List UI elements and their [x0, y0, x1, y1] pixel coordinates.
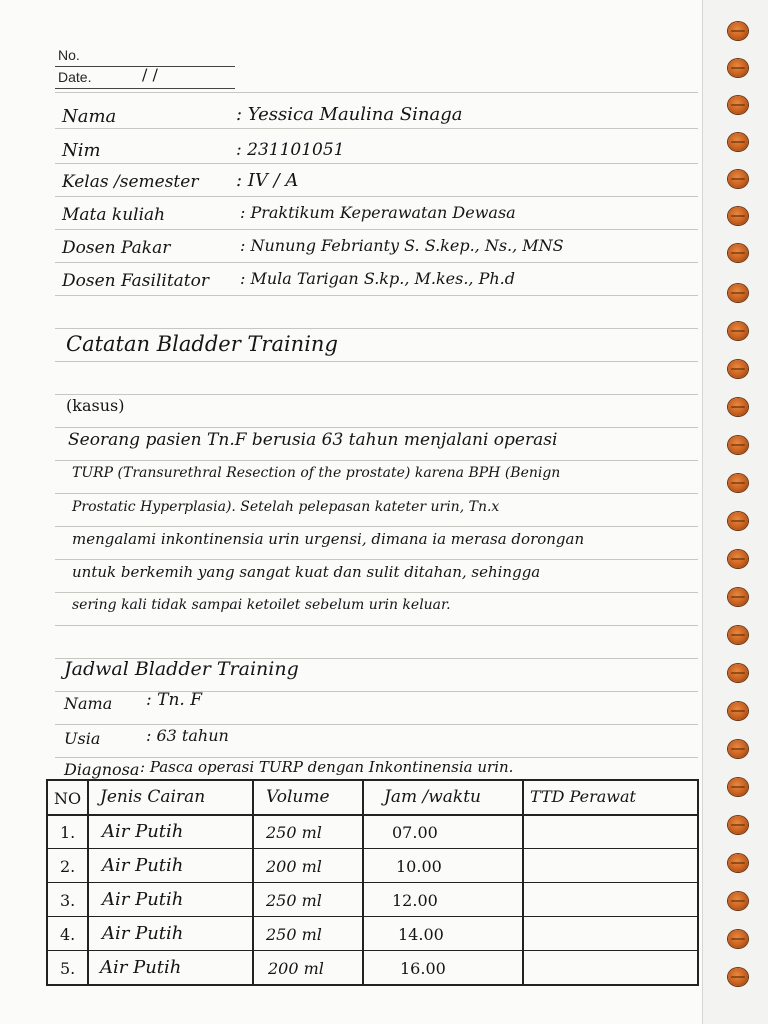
matakuliah-label: Mata kuliah	[62, 205, 166, 225]
ruled-line	[55, 229, 698, 230]
dosenfas-value: : Mula Tarigan S.kp., M.kes., Ph.d	[240, 269, 515, 288]
table-cell-jam: 14.00	[398, 925, 444, 944]
ruled-line	[55, 262, 698, 263]
table-header-jam: Jam /waktu	[384, 787, 481, 807]
binding-hole	[728, 96, 748, 114]
table-cell-no: 3.	[60, 891, 76, 910]
table-cell-volume: 200 ml	[268, 959, 324, 978]
ruled-line	[55, 724, 698, 725]
dosenfas-label: Dosen Fasilitator	[62, 271, 209, 291]
table-border	[46, 882, 698, 883]
binding-hole	[728, 322, 748, 340]
table-border	[46, 950, 698, 951]
table-border	[46, 848, 698, 849]
no-label: No.	[58, 47, 80, 63]
table-header-ttd: TTD Perawat	[530, 787, 636, 806]
table-cell-volume: 200 ml	[266, 857, 322, 876]
table-cell-no: 4.	[60, 925, 76, 944]
binding-hole	[728, 133, 748, 151]
ruled-line	[55, 328, 698, 329]
case-heading: (kasus)	[66, 396, 125, 415]
matakuliah-value: : Praktikum Keperawatan Dewasa	[240, 203, 516, 222]
ruled-line	[55, 526, 698, 527]
binding-hole	[728, 360, 748, 378]
binding-hole	[728, 474, 748, 492]
table-border	[46, 779, 48, 986]
kelas-label: Kelas /semester	[62, 172, 199, 192]
schedule-nama-label: Nama	[64, 694, 113, 713]
table-cell-jenis: Air Putih	[102, 923, 184, 944]
ruled-line	[55, 196, 698, 197]
ruled-line	[55, 295, 698, 296]
table-border	[697, 779, 699, 986]
table-cell-volume: 250 ml	[266, 925, 322, 944]
table-cell-jam: 10.00	[396, 857, 442, 876]
binding-hole	[728, 778, 748, 796]
nim-value: : 231101051	[236, 140, 345, 160]
case-line: sering kali tidak sampai ketoilet sebelum urin keluar.	[72, 597, 451, 613]
table-cell-no: 5.	[60, 959, 76, 978]
table-header-volume: Volume	[266, 787, 330, 807]
binding-hole	[728, 854, 748, 872]
binding-hole	[728, 550, 748, 568]
table-cell-no: 1.	[60, 823, 76, 842]
binding-hole	[728, 664, 748, 682]
binding-hole	[728, 170, 748, 188]
case-line: untuk berkemih yang sangat kuat dan sulit ditahan, sehingga	[72, 563, 541, 581]
binding-hole	[728, 892, 748, 910]
binding-hole	[728, 816, 748, 834]
schedule-diagnosa-label: Diagnosa	[64, 760, 140, 779]
ruled-line	[55, 361, 698, 362]
dosenpakar-label: Dosen Pakar	[62, 238, 171, 258]
nim-label: Nim	[62, 140, 101, 161]
case-line: Prostatic Hyperplasia). Setelah pelepasan kateter urin, Tn.x	[72, 499, 500, 515]
table-border	[46, 916, 698, 917]
ruled-line	[55, 427, 698, 428]
date-line	[55, 88, 235, 89]
table-cell-no: 2.	[60, 857, 76, 876]
page-title: Catatan Bladder Training	[66, 332, 338, 356]
binding-hole	[728, 22, 748, 40]
binding-hole	[728, 930, 748, 948]
table-header-no: NO	[54, 789, 82, 808]
date-label: Date.	[58, 69, 92, 85]
binding-hole	[728, 436, 748, 454]
table-cell-volume: 250 ml	[266, 891, 322, 910]
table-border	[46, 984, 698, 986]
kelas-value: : IV / A	[236, 170, 299, 191]
table-cell-volume: 250 ml	[266, 823, 322, 842]
nama-label: Nama	[62, 106, 117, 127]
schedule-usia-value: : 63 tahun	[146, 726, 229, 745]
table-border	[362, 779, 364, 986]
dosenpakar-value: : Nunung Febrianty S. S.kep., Ns., MNS	[240, 236, 564, 255]
table-cell-jenis: Air Putih	[102, 889, 184, 910]
ruled-line	[55, 559, 698, 560]
ruled-line	[55, 394, 698, 395]
binding-hole	[728, 968, 748, 986]
binding-hole	[728, 512, 748, 530]
ruled-line	[55, 128, 698, 129]
schedule-heading: Jadwal Bladder Training	[64, 658, 299, 680]
binding-hole	[728, 740, 748, 758]
schedule-nama-value: : Tn. F	[146, 690, 203, 710]
ruled-line	[55, 493, 698, 494]
ruled-line	[55, 625, 698, 626]
binding-hole	[728, 59, 748, 77]
ruled-line	[55, 592, 698, 593]
binding-hole	[728, 626, 748, 644]
binding-hole	[728, 284, 748, 302]
ruled-line	[55, 92, 698, 93]
table-border	[46, 814, 698, 816]
table-border	[252, 779, 254, 986]
nama-value: : Yessica Maulina Sinaga	[236, 104, 463, 125]
table-border	[46, 779, 698, 781]
table-cell-jenis: Air Putih	[100, 957, 182, 978]
schedule-diagnosa-value: : Pasca operasi TURP dengan Inkontinensia urin.	[140, 758, 514, 776]
binding-hole	[728, 588, 748, 606]
table-header-jenis: Jenis Cairan	[100, 787, 206, 807]
case-line: mengalami inkontinensia urin urgensi, dimana ia merasa dorongan	[72, 530, 585, 548]
schedule-usia-label: Usia	[64, 729, 101, 748]
table-cell-jam: 07.00	[392, 823, 438, 842]
case-line: Seorang pasien Tn.F berusia 63 tahun menjalani operasi	[68, 430, 558, 450]
table-cell-jenis: Air Putih	[102, 821, 184, 842]
case-line: TURP (Transurethral Resection of the prostate) karena BPH (Benign	[72, 465, 561, 481]
ruled-line	[55, 163, 698, 164]
binding-hole	[728, 244, 748, 262]
binding-hole	[728, 398, 748, 416]
binding-hole	[728, 702, 748, 720]
table-border	[87, 779, 89, 986]
date-slashes: / /	[142, 65, 158, 84]
table-cell-jam: 12.00	[392, 891, 438, 910]
ruled-line	[55, 460, 698, 461]
table-cell-jam: 16.00	[400, 959, 446, 978]
table-border	[522, 779, 524, 986]
binding-hole	[728, 207, 748, 225]
table-cell-jenis: Air Putih	[102, 855, 184, 876]
